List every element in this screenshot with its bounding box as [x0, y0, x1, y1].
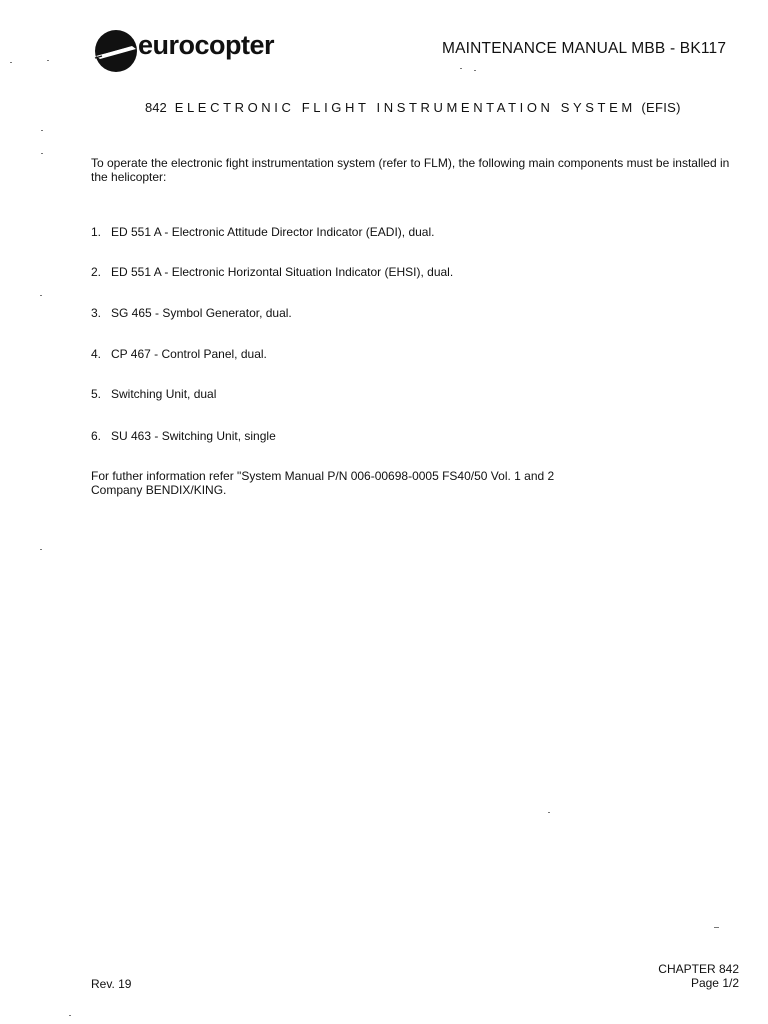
list-item-number: 2.	[91, 265, 102, 279]
logo-text: eurocopter	[138, 30, 275, 60]
eurocopter-logo-icon	[94, 29, 138, 73]
scan-speck	[460, 68, 462, 69]
chapter-page-block	[620, 962, 739, 990]
scan-speck	[47, 60, 49, 61]
list-item-text: SG 465 - Symbol Generator, dual.	[111, 306, 292, 320]
list-item	[91, 429, 276, 443]
list-item	[91, 225, 434, 239]
page-number: Page 1/2	[690, 976, 739, 990]
scan-speck	[40, 549, 42, 550]
list-item-number: 6.	[91, 429, 102, 443]
scan-speck	[69, 1015, 71, 1016]
section-title-abbrev: (EFIS)	[641, 100, 681, 115]
list-item	[91, 347, 267, 361]
list-item-text: CP 467 - Control Panel, dual.	[111, 347, 267, 361]
scan-speck	[714, 927, 719, 928]
list-item-number: 3.	[91, 306, 102, 320]
scan-speck	[548, 812, 550, 813]
section-number: 842	[145, 100, 167, 115]
further-info-line-2: Company BENDIX/KING.	[91, 483, 227, 497]
list-item	[91, 306, 292, 320]
list-item-number: 4.	[91, 347, 102, 361]
further-info-line-1: For futher information refer "System Manual P/N 006-00698-0005 FS40/50 Vol. 1 and 2	[91, 469, 555, 483]
eurocopter-logo	[94, 27, 324, 73]
list-item-text: Switching Unit, dual	[111, 387, 217, 401]
intro-paragraph: To operate the electronic fight instrumentation system (refer to FLM), the following main components must be installed in the helicopter:	[91, 156, 730, 184]
scan-speck	[10, 62, 12, 63]
further-info-paragraph	[91, 469, 711, 497]
list-item-number: 5.	[91, 387, 102, 401]
manual-title: MAINTENANCE MANUAL MBB - BK117	[442, 40, 727, 57]
revision-label: Rev. 19	[91, 977, 132, 991]
list-item-number: 1.	[91, 225, 102, 239]
scan-speck	[40, 295, 42, 296]
list-item-text: ED 551 A - Electronic Horizontal Situation Indicator (EHSI), dual.	[111, 265, 454, 279]
scan-speck	[41, 130, 43, 131]
section-title	[145, 100, 681, 115]
list-item-text: SU 463 - Switching Unit, single	[111, 429, 276, 443]
list-item	[91, 387, 216, 401]
section-title-text: ELECTRONIC FLIGHT INSTRUMENTATION SYSTEM	[174, 100, 636, 115]
chapter-label: CHAPTER 842	[658, 962, 739, 976]
scan-speck	[474, 70, 476, 71]
list-item	[91, 265, 453, 279]
scan-speck	[41, 153, 43, 154]
list-item-text: ED 551 A - Electronic Attitude Director Indicator (EADI), dual.	[111, 225, 435, 239]
